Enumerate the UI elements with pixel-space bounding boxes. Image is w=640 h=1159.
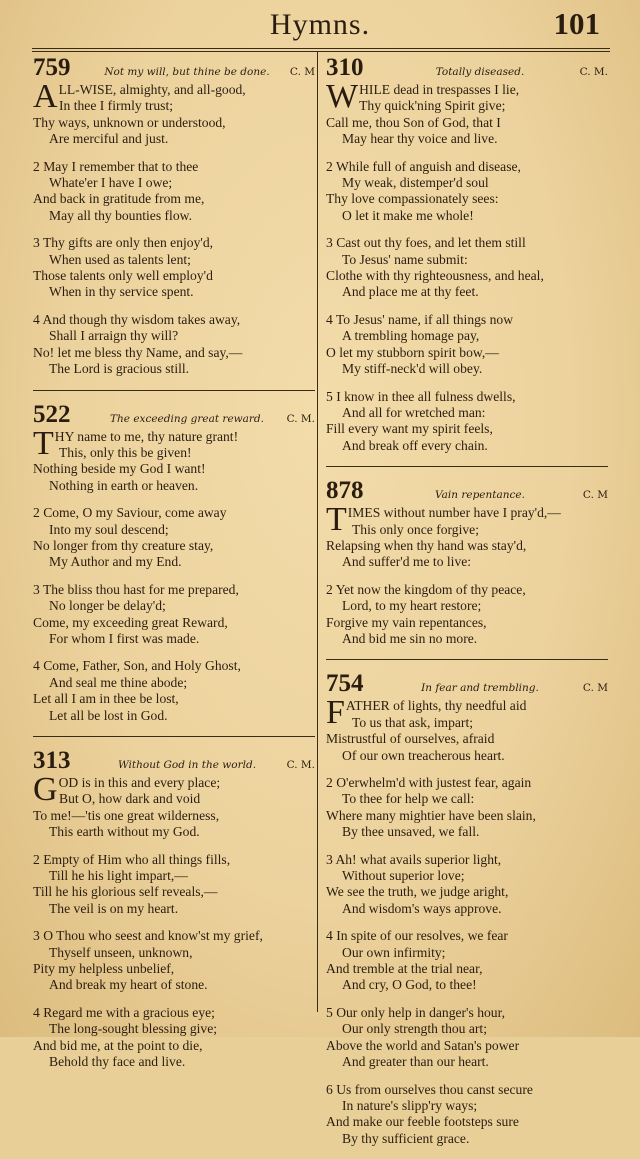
hymn-line: 2 Yet now the kingdom of thy peace,: [326, 581, 526, 597]
header-rule-top: [32, 48, 610, 49]
hymn-line: The long-sought blessing give;: [49, 1021, 218, 1037]
hymn-line: Nothing in earth or heaven.: [49, 477, 199, 493]
hymn-subject: Totally diseased.: [435, 66, 525, 78]
hymn-line: Our own infirmity;: [342, 944, 446, 960]
hymn-line: And bid me sin no more.: [342, 630, 478, 646]
hymn-line: 4 And though thy wisdom takes away,: [33, 311, 241, 327]
hymn-line: 3 Cast out thy foes, and let them still: [326, 235, 526, 251]
hymn-line: 2 May I remember that to thee: [33, 158, 199, 174]
hymn-line: 4 In spite of our resolves, we fear: [326, 928, 508, 944]
hymn-subject: Without God in the world.: [117, 759, 257, 771]
hymn-header: [33, 747, 315, 775]
stanza: [326, 1082, 608, 1148]
stanza: [326, 235, 608, 301]
hymn-line: O let my stubborn spirit bow,—: [326, 344, 499, 360]
hymn-310: [326, 54, 608, 454]
stanza: [326, 312, 608, 378]
stanza: [326, 582, 608, 648]
hymn-line: And all for wretched man:: [342, 404, 486, 420]
hymn-header: [33, 54, 315, 82]
stanza: [33, 852, 315, 918]
right-column: [326, 54, 608, 1159]
hymn-number: 522: [33, 400, 71, 428]
hymn-line: 2 Empty of Him who all things fills,: [33, 851, 231, 867]
hymn-759: [33, 54, 315, 378]
drop-cap: F: [326, 694, 345, 732]
stanza: [33, 928, 315, 994]
stanza: [33, 424, 315, 495]
hymn-line: Where many mightier have been slain,: [326, 807, 536, 823]
hymn-line: Into my soul descend;: [49, 521, 169, 537]
hymn-line: Shall I arraign thy will?: [49, 328, 179, 344]
hymn-line: My stiff-neck'd will obey.: [342, 361, 483, 377]
hymn-line: Relapsing when thy hand was stay'd,: [326, 537, 527, 553]
hymn-line: 4 Regard me with a gracious eye;: [33, 1004, 215, 1020]
hymn-line: And break my heart of stone.: [49, 977, 208, 993]
hymn-subject: In fear and trembling.: [421, 682, 539, 695]
hymn-line: And seal me thine abode;: [49, 674, 188, 690]
hymn-line: My weak, distemper'd soul: [342, 175, 489, 191]
hymn-number: 313: [33, 747, 71, 774]
hymn-line: And make our feeble footsteps sure: [326, 1114, 519, 1130]
hymn-meter: C. M: [582, 489, 608, 502]
hymn-line: And cry, O God, to thee!: [342, 977, 477, 993]
hymn-878: [326, 466, 608, 647]
hymn-header: [326, 670, 608, 698]
drop-cap: W: [326, 78, 359, 115]
hymn-line: Mistrustful of ourselves, afraid: [326, 731, 495, 747]
hymn-line: And place me at thy feet.: [342, 284, 479, 300]
hymn-separator: [326, 466, 608, 467]
hymn-line: And break off every chain.: [342, 437, 488, 453]
page-title: Hymns.: [269, 8, 371, 41]
stanza: [326, 389, 608, 455]
stanza: [33, 159, 315, 225]
left-column: [33, 54, 315, 1083]
hymn-line: No! let me bless thy Name, and say,—: [33, 344, 243, 360]
hymn-separator: [33, 390, 315, 391]
hymn-separator: [326, 659, 608, 660]
hymn-line: 3 Thy gifts are only then enjoy'd,: [33, 235, 214, 251]
hymn-line: Thy love compassionately sees:: [326, 191, 499, 207]
hymn-line: By thee unsaved, we fall.: [342, 824, 480, 840]
hymn-line: 3 The bliss thou hast for me prepared,: [33, 581, 239, 597]
header-rule-bottom: [32, 51, 610, 52]
stanza: [33, 235, 315, 301]
hymn-line: Those talents only well employ'd: [33, 268, 213, 284]
hymn-line: No longer be delay'd;: [49, 598, 166, 614]
hymn-line: And tremble at the trial near,: [326, 961, 483, 977]
stanza: [33, 1005, 315, 1071]
drop-cap: A: [33, 78, 58, 115]
hymn-meter: C. M.: [579, 66, 608, 78]
hymn-meter: C. M.: [286, 759, 315, 771]
hymn-line: Pity my helpless unbelief,: [33, 961, 175, 977]
hymn-line: Without superior love;: [342, 868, 465, 884]
hymn-line: Let all be lost in God.: [49, 707, 168, 723]
hymn-line: OD is in this and every place;: [58, 775, 221, 790]
hymn-522: [33, 390, 315, 725]
stanza: [33, 505, 315, 571]
hymn-header: [33, 401, 315, 429]
stanza: [326, 775, 608, 841]
hymn-line: Till he his light impart,—: [49, 868, 188, 884]
drop-cap: T: [33, 424, 54, 462]
hymn-line: 3 O Thou who seest and know'st my grief,: [33, 928, 263, 944]
hymn-number: 759: [33, 54, 71, 81]
stanza: [326, 694, 608, 764]
hymn-line: This, only this be given!: [59, 444, 192, 460]
hymn-line: 5 I know in thee all fulness dwells,: [326, 388, 516, 404]
hymn-separator: [33, 736, 315, 737]
hymn-line: 4 To Jesus' name, if all things now: [326, 311, 514, 327]
hymn-line: This only once forgive;: [352, 521, 479, 537]
hymn-line: Fill every want my spirit feels,: [326, 421, 493, 437]
hymn-line: And bid me, at the point to die,: [33, 1037, 203, 1053]
hymn-line: HILE dead in trespasses I lie,: [359, 82, 520, 97]
hymn-line: The veil is on my heart.: [49, 900, 179, 916]
hymn-meter: C. M.: [286, 412, 315, 425]
hymn-header: [326, 54, 608, 82]
hymn-line: Lord, to my heart restore;: [342, 598, 482, 614]
page-number: 101: [553, 6, 600, 41]
hymn-line: When used as talents lent;: [49, 251, 191, 267]
hymn-line: In nature's slipp'ry ways;: [342, 1097, 478, 1113]
hymn-subject: Not my will, but thine be done.: [104, 66, 270, 78]
hymn-subject: The exceeding great reward.: [110, 412, 264, 425]
hymn-line: To thee for help we call:: [342, 791, 475, 807]
hymn-line: This earth without my God.: [49, 824, 200, 840]
hymn-line: And suffer'd me to live:: [342, 554, 472, 570]
stanza: [33, 582, 315, 648]
hymn-line: Thyself unseen, unknown,: [49, 944, 193, 960]
hymn-line: To us that ask, impart;: [352, 714, 473, 730]
hymn-number: 754: [326, 670, 364, 698]
hymn-line: O let it make me whole!: [342, 207, 474, 223]
hymn-line: 2 Come, O my Saviour, come away: [33, 505, 227, 521]
hymn-754: [326, 659, 608, 1147]
drop-cap: G: [33, 771, 58, 808]
hymn-number: 878: [326, 477, 364, 505]
hymn-line: To Jesus' name submit:: [342, 251, 468, 267]
hymn-line: Behold thy face and live.: [49, 1054, 186, 1070]
hymn-line: In thee I firmly trust;: [59, 98, 174, 114]
hymn-line: And back in gratitude from me,: [33, 191, 205, 207]
hymn-line: Nothing beside my God I want!: [33, 461, 206, 477]
hymn-line: May hear thy voice and live.: [342, 131, 498, 147]
hymn-line: Our only strength thou art;: [342, 1021, 487, 1037]
stanza: [33, 658, 315, 724]
hymn-line: When in thy service spent.: [49, 284, 194, 300]
stanza: [326, 1005, 608, 1071]
stanza: [326, 852, 608, 918]
hymn-line: 3 Ah! what avails superior light,: [326, 851, 502, 867]
hymn-line: Forgive my vain repentances,: [326, 614, 487, 630]
stanza: [326, 159, 608, 225]
hymn-line: Call me, thou Son of God, that I: [326, 114, 501, 130]
hymn-line: 2 While full of anguish and disease,: [326, 158, 521, 174]
hymn-line: My Author and my End.: [49, 554, 182, 570]
column-divider: [317, 52, 318, 1012]
hymn-line: Till he his glorious self reveals,—: [33, 884, 218, 900]
hymn-line: Above the world and Satan's power: [326, 1037, 520, 1053]
stanza: [326, 78, 608, 148]
hymn-line: IMES without number have I pray'd,—: [347, 505, 561, 521]
hymn-line: Thy ways, unknown or understood,: [33, 114, 226, 130]
hymn-line: Are merciful and just.: [49, 131, 169, 147]
hymn-line: And wisdom's ways approve.: [342, 900, 502, 916]
stanza: [326, 928, 608, 994]
drop-cap: T: [326, 501, 347, 539]
hymn-number: 310: [326, 54, 364, 81]
hymn-313: [33, 736, 315, 1071]
hymn-line: ATHER of lights, thy needful aid: [345, 698, 527, 714]
hymn-line: 6 Us from ourselves thou canst secure: [326, 1081, 533, 1097]
hymn-line: HY name to me, thy nature grant!: [54, 428, 239, 444]
hymn-meter: C. M: [289, 66, 315, 78]
hymn-line: May all thy bounties flow.: [49, 207, 192, 223]
hymn-header: [326, 477, 608, 505]
hymn-line: 2 O'erwhelm'd with justest fear, again: [326, 775, 532, 790]
hymn-line: For whom I first was made.: [49, 630, 200, 646]
stanza: [33, 771, 315, 841]
stanza: [326, 501, 608, 571]
hymn-line: Of our own treacherous heart.: [342, 747, 505, 763]
hymn-line: Let all I am in thee be lost,: [33, 691, 179, 707]
hymn-subject: Vain repentance.: [435, 489, 525, 502]
stanza: [33, 312, 315, 378]
hymn-line: 5 Our only help in danger's hour,: [326, 1004, 505, 1020]
hymn-line: And greater than our heart.: [342, 1054, 489, 1070]
hymn-line: 4 Come, Father, Son, and Holy Ghost,: [33, 658, 241, 674]
stanza: [33, 78, 315, 148]
hymn-meter: C. M: [582, 682, 608, 695]
hymn-line: Thy quick'ning Spirit give;: [359, 98, 506, 114]
hymn-line: Whate'er I have I owe;: [49, 175, 173, 191]
hymn-line: The Lord is gracious still.: [49, 361, 190, 377]
hymn-line: We see the truth, we judge aright,: [326, 884, 509, 900]
hymn-line: But O, how dark and void: [59, 791, 201, 807]
hymn-line: Come, my exceeding great Reward,: [33, 614, 228, 630]
hymn-line: Clothe with thy righteousness, and heal,: [326, 268, 544, 284]
hymn-line: LL-WISE, almighty, and all-good,: [58, 82, 246, 97]
hymn-line: A trembling homage pay,: [342, 328, 480, 344]
hymn-line: By thy sufficient grace.: [342, 1130, 470, 1146]
hymn-line: To me!—'tis one great wilderness,: [33, 807, 220, 823]
hymn-line: No longer from thy creature stay,: [33, 537, 214, 553]
